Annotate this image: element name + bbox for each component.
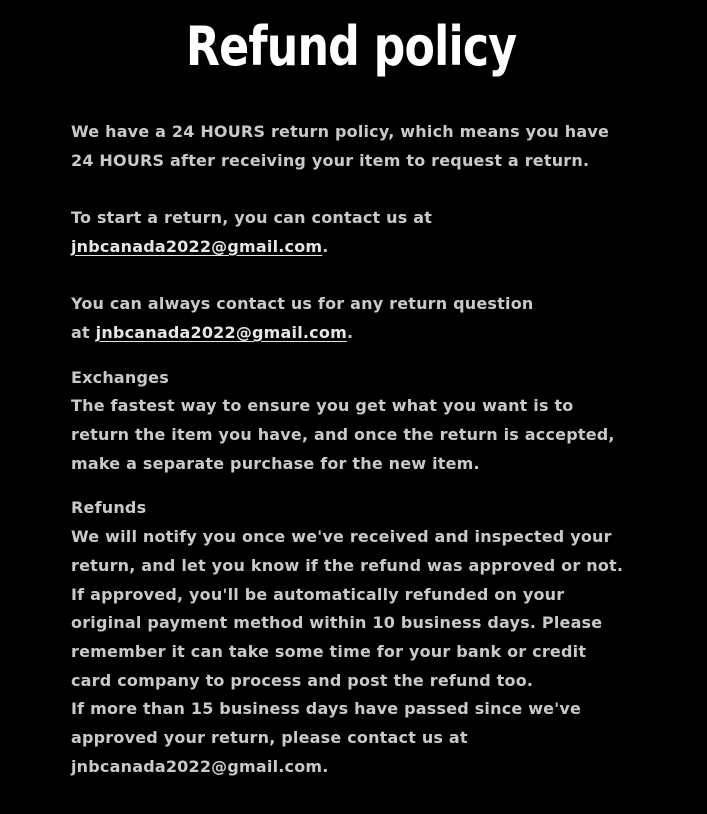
start-return-text: To start a return, you can contact us at bbox=[71, 208, 433, 228]
contact-text-line-2: at bbox=[71, 322, 90, 342]
contact-paragraph bbox=[71, 290, 631, 347]
spacer bbox=[71, 175, 631, 204]
start-return-paragraph bbox=[71, 204, 631, 261]
start-return-email-link[interactable]: jnbcanada2022@gmail.com bbox=[71, 236, 323, 256]
exchanges-body: The fastest way to ensure you get what you want is to return the item you have, and once the return is accepted, make a separate purchase for the new item. bbox=[71, 396, 615, 473]
page-title: Refund policy bbox=[185, 15, 517, 78]
refunds-heading: Refunds bbox=[71, 498, 147, 518]
contact-period: . bbox=[346, 322, 354, 342]
spacer bbox=[71, 478, 631, 494]
start-return-period: . bbox=[322, 236, 329, 256]
policy-intro: We have a 24 HOURS return policy, which means you have 24 HOURS after receiving your item to request a return. bbox=[71, 122, 610, 170]
contact-text-line-1: You can always contact us for any return question bbox=[71, 294, 534, 314]
contact-email-link[interactable]: jnbcanada2022@gmail.com bbox=[95, 322, 347, 342]
spacer bbox=[71, 262, 631, 291]
refunds-body: We will notify you once we've received and inspected your return, and let you know if the refund was approved or not. If approved, you'll be automatically refunded on your original payment method within 10 business days. Please remember it can take some time for your bank or credit card company to process and post the refund too. bbox=[71, 527, 624, 690]
exchanges-heading: Exchanges bbox=[71, 367, 169, 387]
spacer bbox=[71, 348, 631, 364]
refunds-followup: If more than 15 business days have passed since we've approved your return, please contact us at jnbcanada2022@gmail.com. bbox=[71, 699, 582, 776]
policy-content bbox=[71, 118, 631, 781]
